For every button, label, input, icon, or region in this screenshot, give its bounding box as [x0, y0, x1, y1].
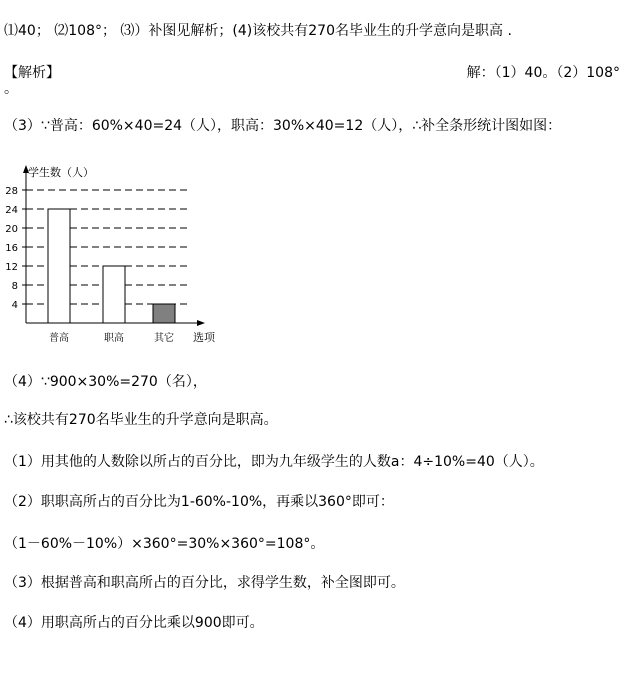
x-axis-label: 选项 [193, 331, 215, 344]
bar-3 [153, 304, 175, 323]
jiexi-solution: 解：（1）40。（2）108° [466, 65, 620, 81]
degree-mark: 。 [4, 81, 18, 97]
explanation-3: （1－60%－10%）×360°=30%×360°=108°。 [4, 536, 325, 552]
y-tick-label: 20 [5, 224, 18, 235]
bar-chart [0, 160, 260, 350]
category-label: 其它 [154, 333, 174, 344]
y-tick-label: 28 [5, 186, 18, 197]
y-tick-label: 24 [5, 205, 18, 216]
part3-text: （3）∵普高：60%×40=24（人），职高：30%×40=12（人），∴补全条形统计图如图： [4, 118, 562, 134]
explanation-2: （2）职职高所占的百分比为1-60%-10%，再乘以360°即可： [4, 494, 394, 510]
answer-line: ⑴40； ⑵108°； ⑶）补图见解析；(4)该校共有270名毕业生的升学意向是职高 . [4, 23, 512, 39]
explanation-1: （1）用其他的人数除以所占的百分比，即为九年级学生的人数a：4÷10%=40（人）。 [4, 454, 544, 470]
bar-1 [48, 209, 70, 323]
category-label: 普高 [49, 333, 69, 344]
y-tick-label: 4 [11, 300, 18, 311]
y-axis-label: 学生数（人） [28, 166, 94, 179]
jiexi-label: 【解析】 [4, 65, 60, 81]
explanation-4: （3）根据普高和职高所占的百分比，求得学生数，补全图即可。 [4, 575, 405, 591]
bar-2 [103, 266, 125, 323]
y-tick-label: 8 [11, 281, 18, 292]
part4b-text: ∴该校共有270名毕业生的升学意向是职高。 [4, 412, 278, 428]
category-label: 职高 [104, 333, 124, 344]
y-tick-label: 16 [5, 243, 18, 254]
explanation-5: （4）用职高所占的百分比乘以900即可。 [4, 615, 264, 631]
x-axis-arrow [197, 320, 205, 326]
y-tick-label: 12 [5, 262, 18, 273]
part4a-text: （4）∵900×30%=270（名）， [4, 374, 207, 390]
